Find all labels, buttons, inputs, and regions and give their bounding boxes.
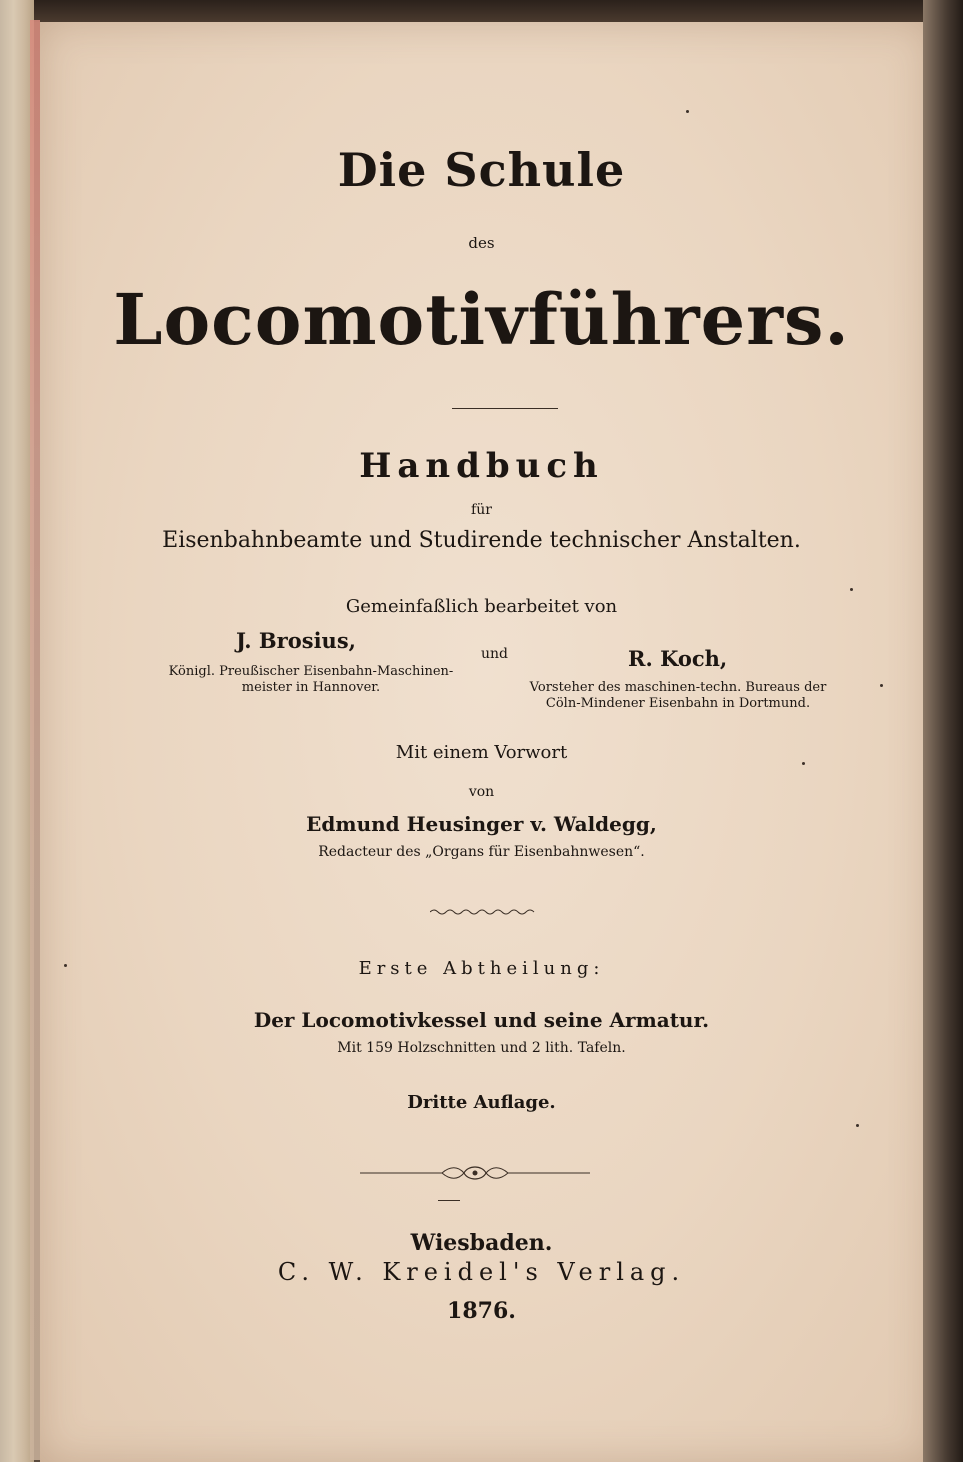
- author-left-description: [146, 664, 476, 696]
- foreword-intro: Mit einem Vorwort: [395, 742, 568, 763]
- publication-year: 1876.: [447, 1298, 516, 1324]
- author-left-desc-line: meister in Hannover.: [241, 680, 381, 695]
- paper-speck: [802, 762, 805, 765]
- author-left-desc-line: Königl. Preußischer Eisenbahn-Maschinen-: [168, 664, 454, 679]
- paper-speck: [686, 110, 689, 113]
- author-left-name: J. Brosius,: [236, 628, 356, 653]
- handbook-label: Handbuch: [359, 446, 604, 486]
- title-connector: des: [468, 234, 495, 252]
- edition: Dritte Auflage.: [407, 1092, 556, 1113]
- authors-intro: Gemeinfaßlich bearbeitet von: [345, 596, 618, 617]
- foreword-author-role: Redacteur des „Organs für Eisenbahnwesen“.: [318, 844, 645, 860]
- author-right-name: R. Koch,: [628, 646, 728, 671]
- author-right-desc-line: Cöln-Mindener Eisenbahn in Dortmund.: [545, 696, 811, 711]
- foreword-by: von: [468, 784, 495, 800]
- publisher-name: C. W. Kreidel's Verlag.: [277, 1258, 686, 1286]
- author-right-desc-line: Vorsteher des maschinen-techn. Bureaus der: [529, 680, 827, 695]
- handbook-for: für: [471, 502, 492, 518]
- foreword-author-name: Edmund Heusinger v. Waldegg,: [306, 812, 657, 836]
- title-line-1: Die Schule: [337, 143, 626, 197]
- small-dash: [438, 1200, 460, 1201]
- authors-and: und: [481, 646, 508, 662]
- paper-speck: [856, 1124, 859, 1127]
- paper-speck: [64, 964, 67, 967]
- main-title: Locomotivführers.: [113, 278, 850, 361]
- paper-speck: [880, 684, 883, 687]
- ornamental-rule: [360, 1162, 590, 1184]
- wavy-rule-ornament: [430, 906, 536, 918]
- publisher-city: Wiesbaden.: [410, 1230, 553, 1256]
- part-title: Der Locomotivkessel und seine Armatur.: [253, 1008, 710, 1032]
- handbook-audience: Eisenbahnbeamte und Studirende technischer Anstalten.: [162, 528, 801, 553]
- background-top: [0, 0, 963, 22]
- part-illustrations: Mit 159 Holzschnitten und 2 lith. Tafeln.: [337, 1040, 626, 1056]
- part-label: Erste Abtheilung:: [358, 958, 605, 979]
- paper-speck: [850, 588, 853, 591]
- author-right-description: [508, 680, 848, 712]
- title-rule: [452, 408, 558, 409]
